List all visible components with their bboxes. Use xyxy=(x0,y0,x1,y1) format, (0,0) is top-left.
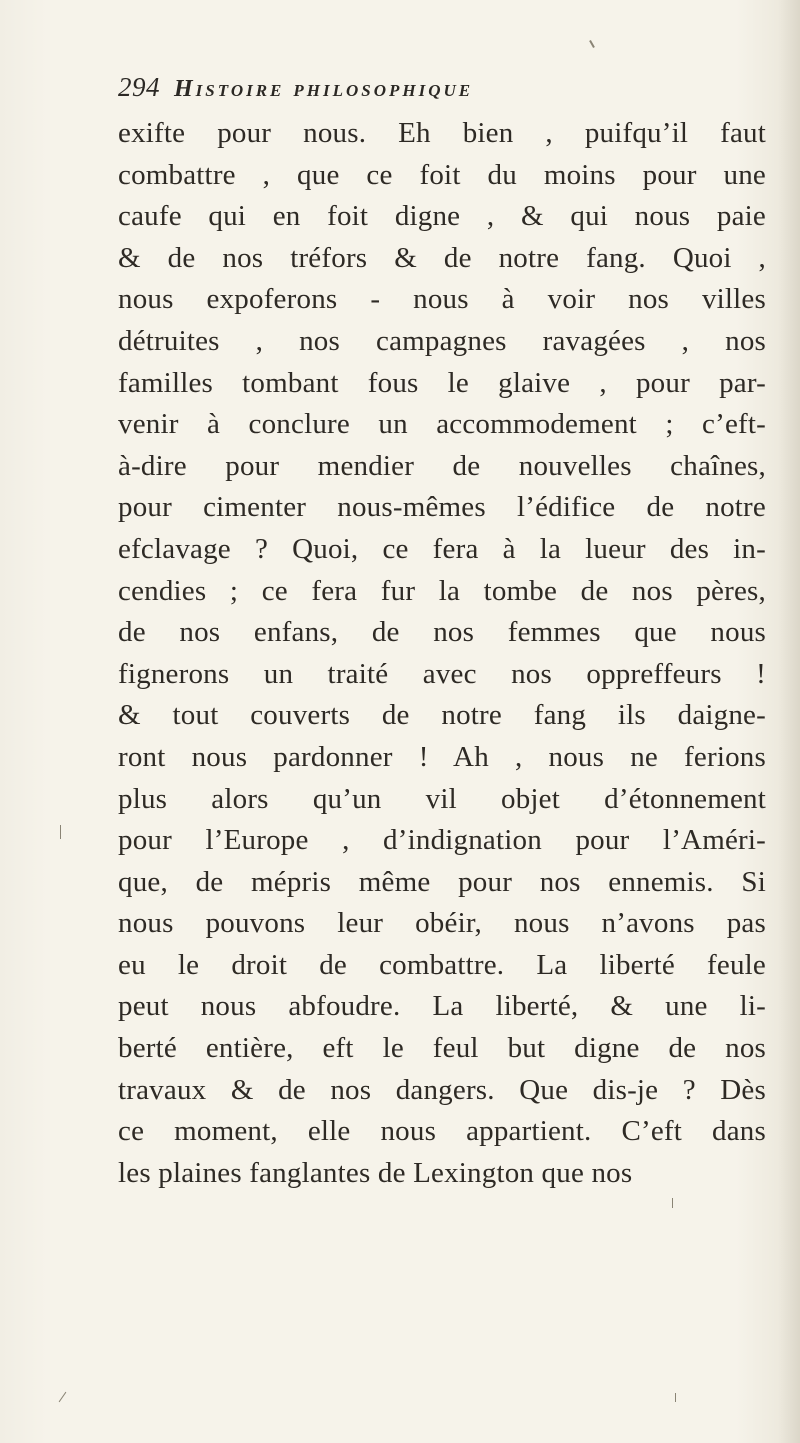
text-line: combattre , que ce foit du moins pour une xyxy=(118,158,766,191)
page-edge-shadow xyxy=(778,0,800,1443)
text-line: caufe qui en foit digne , & qui nous paie xyxy=(118,200,766,233)
text-line: pour cimenter nous-mêmes l’édifice de notre xyxy=(118,491,766,524)
paper-speck xyxy=(59,1392,67,1402)
text-line: ce moment, elle nous appartient. C’eft dans xyxy=(118,1115,766,1148)
body-text xyxy=(118,113,766,1194)
text-line: & tout couverts de notre fang ils daigne- xyxy=(118,699,766,732)
text-line: venir à conclure un accommodement ; c’eft- xyxy=(118,408,766,441)
text-line: cendies ; ce fera fur la tombe de nos pères, xyxy=(118,574,766,607)
paper-speck xyxy=(675,1393,676,1402)
text-line: exifte pour nous. Eh bien , puifqu’il faut xyxy=(118,117,766,149)
text-line: nous expoferons - nous à voir nos villes xyxy=(118,283,766,316)
text-line: de nos enfans, de nos femmes que nous xyxy=(118,616,766,649)
paper-speck xyxy=(60,825,61,839)
page-header xyxy=(118,72,758,112)
text-line: fignerons un traité avec nos oppreffeurs ! xyxy=(118,657,766,690)
text-line: que, de mépris même pour nos ennemis. Si xyxy=(118,865,766,898)
running-title: Histoire philosophique xyxy=(174,76,474,102)
text-line: familles tombant fous le glaive , pour par- xyxy=(118,366,766,399)
text-line: efclavage ? Quoi, ce fera à la lueur des in- xyxy=(118,532,766,565)
text-line: à-dire pour mendier de nouvelles chaînes, xyxy=(118,449,766,482)
paper-speck xyxy=(589,40,595,48)
text-line: berté entière, eft le feul but digne de nos xyxy=(118,1032,766,1065)
text-line: & de nos tréfors & de notre fang. Quoi , xyxy=(118,241,766,274)
paper-speck xyxy=(672,1198,673,1208)
page-number: 294 xyxy=(118,72,160,102)
text-line: ront nous pardonner ! Ah , nous ne ferions xyxy=(118,740,766,773)
text-line: nous pouvons leur obéir, nous n’avons pas xyxy=(118,907,766,940)
text-line: détruites , nos campagnes ravagées , nos xyxy=(118,324,766,357)
text-line: les plaines fanglantes de Lexington que nos xyxy=(118,1156,633,1189)
text-line: peut nous abfoudre. La liberté, & une li- xyxy=(118,990,766,1023)
text-line: travaux & de nos dangers. Que dis-je ? Dès xyxy=(118,1073,766,1106)
text-line: pour l’Europe , d’indignation pour l’Améri- xyxy=(118,824,766,857)
text-line: eu le droit de combattre. La liberté feule xyxy=(118,948,766,981)
text-line: plus alors qu’un vil objet d’étonnement xyxy=(118,782,766,815)
